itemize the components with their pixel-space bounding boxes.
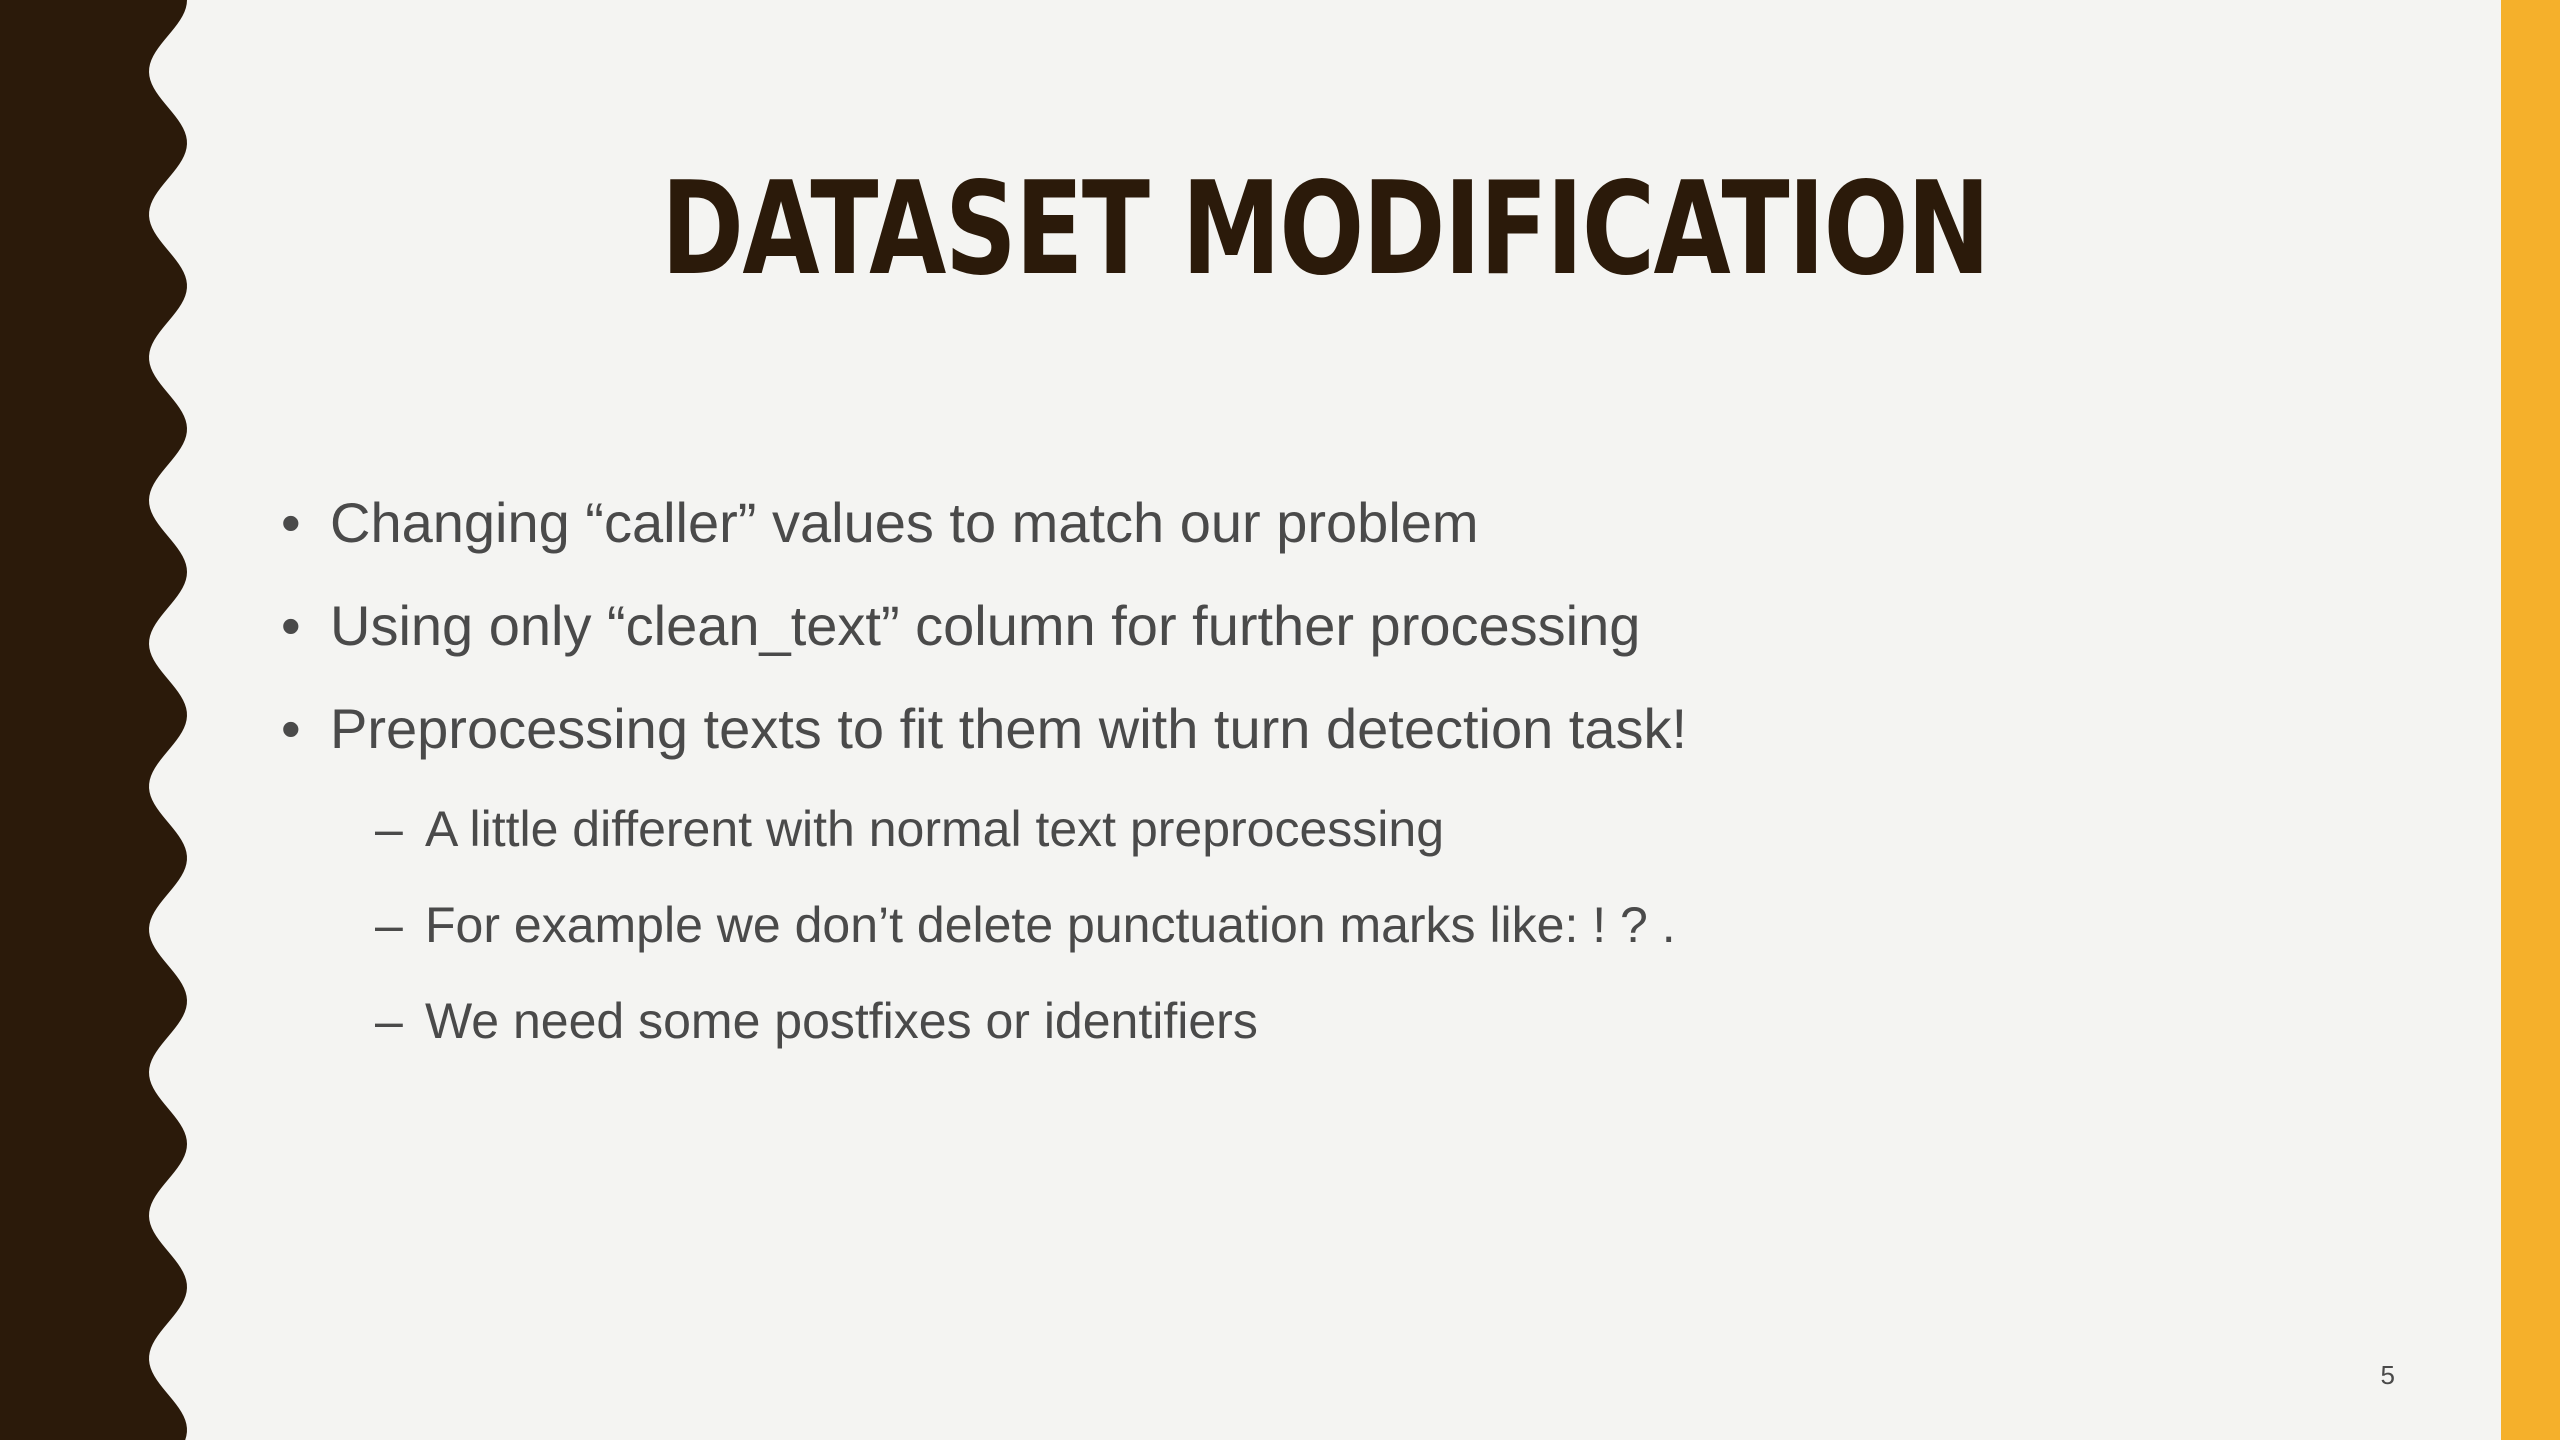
bullet-marker: •: [281, 594, 301, 657]
sub-bullet-item: [275, 799, 2375, 859]
sub-bullet-item: [275, 895, 2375, 955]
page-number: 5: [2380, 1360, 2395, 1390]
bullet-item: [275, 593, 2375, 659]
slide-title: DATASET MODIFICATION: [661, 155, 1989, 304]
slide-content: [275, 490, 2375, 1087]
bullet-text: Changing “caller” values to match our problem: [330, 491, 1479, 554]
sub-bullet-marker: –: [375, 801, 403, 857]
bullet-item: [275, 696, 2375, 762]
sub-bullet-text: A little different with normal text preprocessing: [425, 801, 1445, 857]
bullet-text: Using only “clean_text” column for further processing: [330, 594, 1641, 657]
right-accent-bar: [2501, 0, 2560, 1440]
sub-bullet-marker: –: [375, 993, 403, 1049]
bullet-item: [275, 490, 2375, 556]
sub-bullet-item: [275, 991, 2375, 1051]
sub-bullet-text: For example we don’t delete punctuation marks like: ! ? .: [425, 897, 1676, 953]
bullet-marker: •: [281, 491, 301, 554]
bullet-text: Preprocessing texts to fit them with turn detection task!: [330, 697, 1688, 760]
sub-bullet-marker: –: [375, 897, 403, 953]
bullet-marker: •: [281, 697, 301, 760]
wavy-left-band: [0, 0, 200, 1440]
sub-bullet-text: We need some postfixes or identifiers: [425, 993, 1258, 1049]
